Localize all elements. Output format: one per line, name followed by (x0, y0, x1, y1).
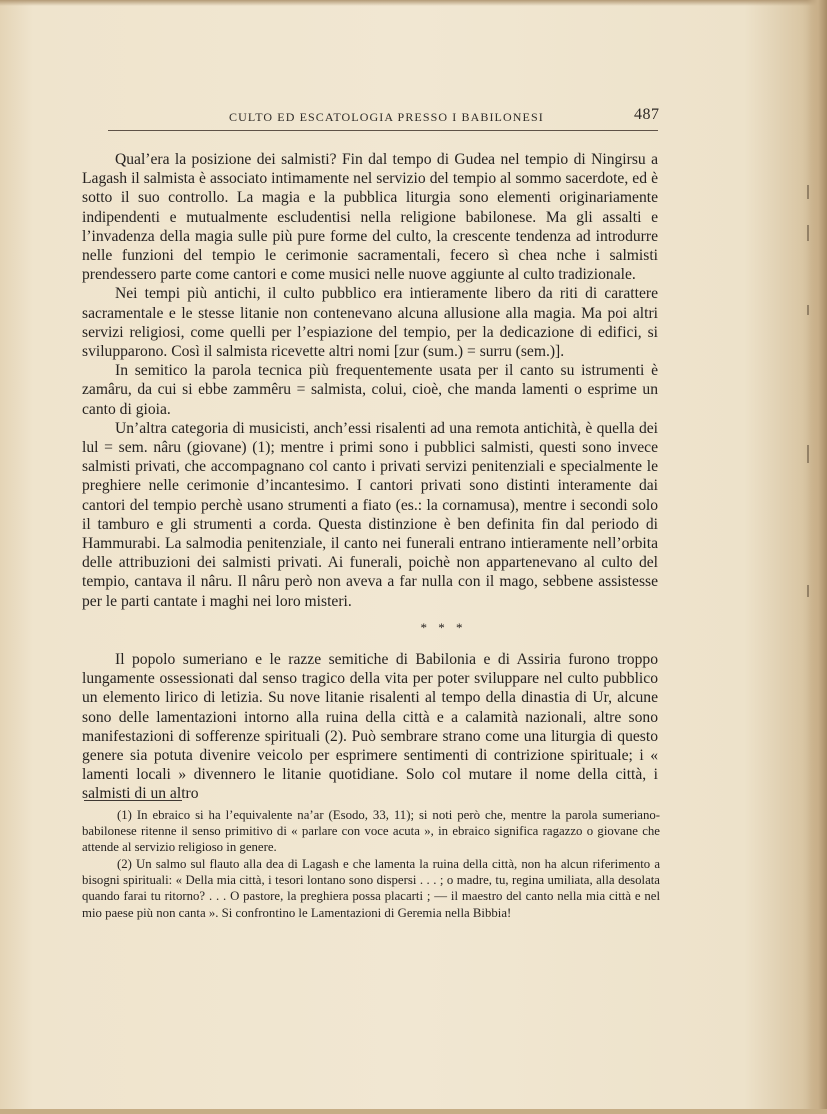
paragraph: Un’altra categoria di musicisti, anch’essi risalenti ad una remota antichità, è quella dei lul = sem. nâru (giovane) (1); mentre i primi sono i pubblici salmisti, questi sono invece salmisti privati, che accompagnano col canto i privati servizi penitenziali e specialmente le preghiere nelle cerimonie d’incantesimo. I cantori privati sono distinti interamente dai cantori del tempio perchè usano strumenti a fiato (es.: la cornamusa), mentre i secondi solo il tamburo e gli strumenti a corda. Questa distinzione è ben definita fin dal periodo di Hammurabi. La salmodia penitenziale, il canto nei funerali entrano intieramente nell’orbita delle attribuzioni dei salmisti privati. Ai funerali, poichè non appartenevano al culto del tempio, cantava il nâru. Il nâru però non aveva a far nulla con il mago, sebbene assistesse per le parti cantate i maghi nei loro misteri. (82, 419, 658, 610)
running-head: CULTO ED ESCATOLOGIA PRESSO I BABILONESI (229, 110, 544, 124)
paragraph: Qual’era la posizione dei salmisti? Fin dal tempo di Gudea nel tempio di Ningirsu a Lagash il salmista è associato intimamente nel servizio del tempio al sommo sacerdote, ed è sotto il suo controllo. La magia e la pubblica liturgia sono elementi originariamente indipendenti e mutualmente escludentisi nella religione babilonese. Ma gli assalti e l’invadenza della magia sulle più pure forme del culto, la crescente tendenza ad introdurre nelle funzioni del tempio le cerimonie sacramentali, fecero sì chea nche i salmisti prendessero parte come cantori e come musici nelle nuove aggiunte al culto tradizionale. (82, 151, 658, 284)
footnote: (1) In ebraico si ha l’equivalente na’ar (Esodo, 33, 11); si noti però che, mentre la parola sumeriano-babilonese ritenne il senso primitivo di « parlare con voce acuta », in ebraico significa ragazzo o giovane che attende al servizio religioso in genere. (82, 808, 660, 855)
footnote: (2) Un salmo sul flauto alla dea di Lagash e che lamenta la ruina della città, non ha alcun riferimento a bisogni spirituali: « Della mia città, i tesori lontano sono dispersi . . . ; o madre, tu, regina umiliata, alla desolata quando farai tu ritorno? . . . O pastore, la preghiera possa placarti ; — il maestro del canto nella mia città e nel mio paese più non canta ». Si confrontino le Lamentazioni di Geremia nella Bibbia! (82, 857, 660, 920)
footnotes (82, 807, 660, 921)
paragraph: Nei tempi più antichi, il culto pubblico era intieramente libero da riti di carattere sacramentale e le stesse litanie non contenevano alcuna allusione alla magia. Ma poi altri servizi religiosi, come quelli per l’espiazione del tempio, per la dedicazione di edifici, si svilupparono. Così il salmista ricevette altri nomi [zur (sum.) = surru (sem.)]. (82, 285, 658, 361)
main-text-continued (82, 650, 658, 804)
page-header (0, 104, 827, 134)
page-top-edge (0, 0, 827, 6)
section-separator: * * * (420, 620, 467, 635)
footnote-rule (84, 800, 182, 801)
paragraph: Il popolo sumeriano e le razze semitiche di Babilonia e di Assiria furono troppo lungamente ossessionati dal senso tragico della vita per poter sviluppare nel culto pubblico un elemento lirico di letizia. Su nove litanie risalenti al tempo della dinastia di Ur, alcune sono delle lamentazioni intorno alla ruina della città e a calamità nazionali, altre sono manifestazioni di sofferenze spirituali (2). Può sembrare strano come una liturgia di questo genere sia potuta divenire veicolo per esprimere sentimenti di contrizione spirituale; i « lamenti locali » divennero le litanie quotidiane. Solo col mutare il nome della città, i salmisti di un altro (82, 651, 658, 803)
page-bottom-edge (0, 1109, 827, 1114)
header-rule (108, 130, 658, 131)
page-number: 487 (634, 106, 660, 123)
margin-marks (807, 185, 819, 605)
paragraph: In semitico la parola tecnica più frequentemente usata per il canto su istrumenti è zamâru, da cui si ebbe zammêru = salmista, colui, cioè, che manda lamenti o esprime un canto di gioia. (82, 362, 658, 418)
main-text (82, 150, 658, 611)
